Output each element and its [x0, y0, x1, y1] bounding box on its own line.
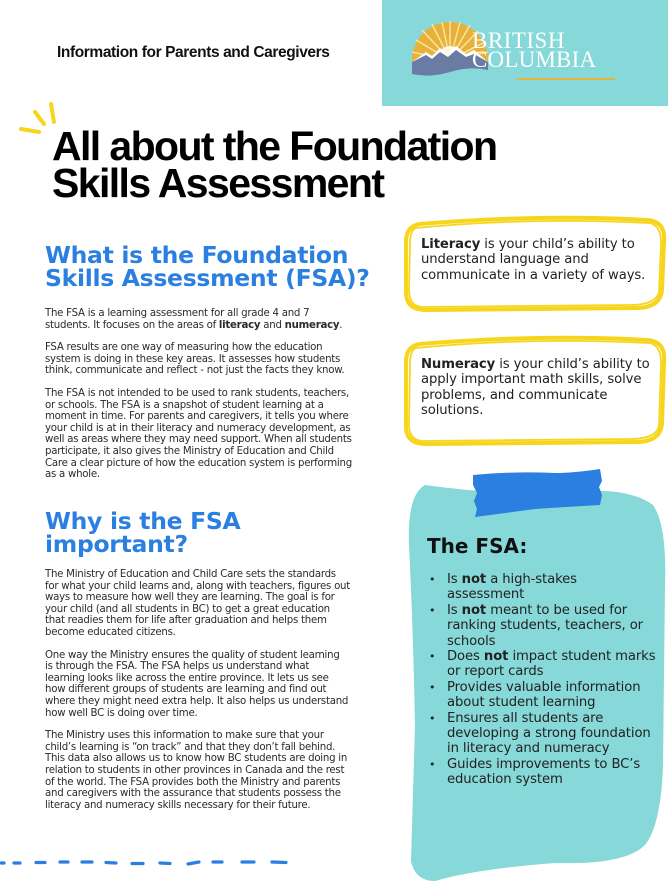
text-span: .	[339, 319, 343, 331]
text-span: meant to be used for ranking students, teachers, or schools	[447, 602, 644, 649]
logo-wordmark	[472, 28, 597, 72]
text-span: and	[260, 319, 285, 331]
numeracy-callout	[421, 357, 657, 419]
text-span: Ensures all students are developing a strong foundation in literacy and numeracy	[447, 710, 651, 757]
bc-logo-panel	[382, 0, 668, 106]
logo-underline	[517, 78, 615, 80]
list-item	[425, 680, 657, 711]
bullet-icon: •	[429, 711, 436, 725]
section-what-heading-line-2: Skills Assessment (FSA)?	[45, 264, 370, 292]
list-item	[425, 572, 657, 603]
bullet-icon: •	[429, 650, 436, 664]
section-why	[45, 507, 375, 811]
section-why-paragraph-1: The Ministry of Education and Child Care sets the standards for what your child learns and, along with teachers, figures out ways to measure how well they are learning. The goal is for your child (and all students in BC) to get a great education that readies them for life after graduation and helps them become educated citizens.	[45, 569, 351, 638]
bullet-icon: •	[429, 603, 436, 617]
info-label: Information for Parents and Caregivers	[57, 44, 330, 61]
section-what	[45, 241, 375, 481]
literacy-callout-term: Literacy	[421, 237, 481, 252]
section-what-paragraph-3: The FSA is not intended to be used to rank students, teachers, or schools. The FSA is a snapshot of student learning at a moment in time. For parents and caregivers, it tells you where your child is at in their literacy and numeracy development, as well as areas where they may need support. When all students participate, it also gives the Ministry of Education and Child Care a clear picture of how the education system is performing as a whole.	[45, 387, 352, 481]
section-why-paragraph-2: One way the Ministry ensures the quality of student learning is through the FSA. The FSA helps us understand what learning looks like across the entire province. It lets us see how different groups of students are learning and find out where they might need extra help. It also helps us understand how well BC is doing over time.	[45, 649, 349, 719]
page-title-line-1: All about the Foundation	[52, 123, 497, 169]
numeracy-term: numeracy	[284, 319, 340, 331]
text-span: Does	[447, 649, 484, 665]
text-span: Is	[447, 572, 462, 587]
literacy-callout	[421, 237, 651, 283]
numeracy-callout-term: Numeracy	[421, 357, 496, 372]
section-why-heading-line-2: important?	[45, 530, 188, 558]
section-why-heading	[45, 507, 375, 558]
bullet-icon: •	[429, 757, 436, 771]
logo-line-1: BRITISH	[472, 28, 565, 53]
list-item	[425, 649, 657, 680]
list-item	[425, 711, 657, 757]
text-span: is your child’s ability to apply important math skills, solve problems, and communicate solutions.	[421, 357, 650, 419]
section-what-heading	[45, 241, 375, 292]
text-span: is your child’s ability to understand language and communicate in a variety of ways.	[421, 237, 646, 283]
list-item	[425, 757, 657, 788]
literacy-callout-text	[421, 237, 651, 283]
numeracy-callout-text	[421, 357, 657, 419]
literacy-term: literacy	[218, 319, 261, 331]
emphasis: not	[483, 649, 509, 665]
section-why-heading-line-1: Why is the FSA	[45, 507, 241, 535]
logo-line-2: COLUMBIA	[472, 47, 597, 72]
fsa-note-title: The FSA:	[427, 534, 528, 558]
emphasis: not	[461, 572, 487, 587]
text-span: Guides improvements to BC’s education system	[447, 756, 641, 788]
text-span: Provides valuable information about student learning	[447, 679, 641, 711]
list-item	[425, 603, 657, 649]
text-span: The FSA is a learning assessment for all grade 4 and 7 students. It focuses on the areas of	[45, 308, 310, 331]
text-span: impact student marks or report cards	[447, 649, 656, 680]
section-what-paragraph-1	[45, 308, 345, 331]
section-what-heading-line-1: What is the Foundation	[45, 241, 349, 269]
section-what-paragraph-2: FSA results are one way of measuring how the education system is doing in these key areas. It assesses how students think, communicate and reflect - not just the facts they know.	[45, 342, 345, 377]
bullet-icon: •	[429, 680, 436, 694]
text-span: a high-stakes assessment	[447, 572, 577, 603]
emphasis: not	[461, 602, 487, 618]
page-title-line-2: Skills Assessment	[52, 160, 384, 206]
section-why-paragraph-3: The Ministry uses this information to make sure that your child’s learning is “on track” and that they don’t fall behind. This data also allows us to know how BC students are doing in relation to students in other provinces in Canada and the rest of the world. The FSA provides both the Ministry and parents and caregivers with the assurance that students possess the literacy and numeracy skills necessary for their future.	[45, 730, 348, 811]
dashed-line-decoration	[0, 855, 300, 871]
fsa-note-list	[425, 572, 657, 788]
text-span: Is	[447, 602, 462, 618]
bullet-icon: •	[429, 573, 436, 586]
page-title	[52, 123, 497, 206]
